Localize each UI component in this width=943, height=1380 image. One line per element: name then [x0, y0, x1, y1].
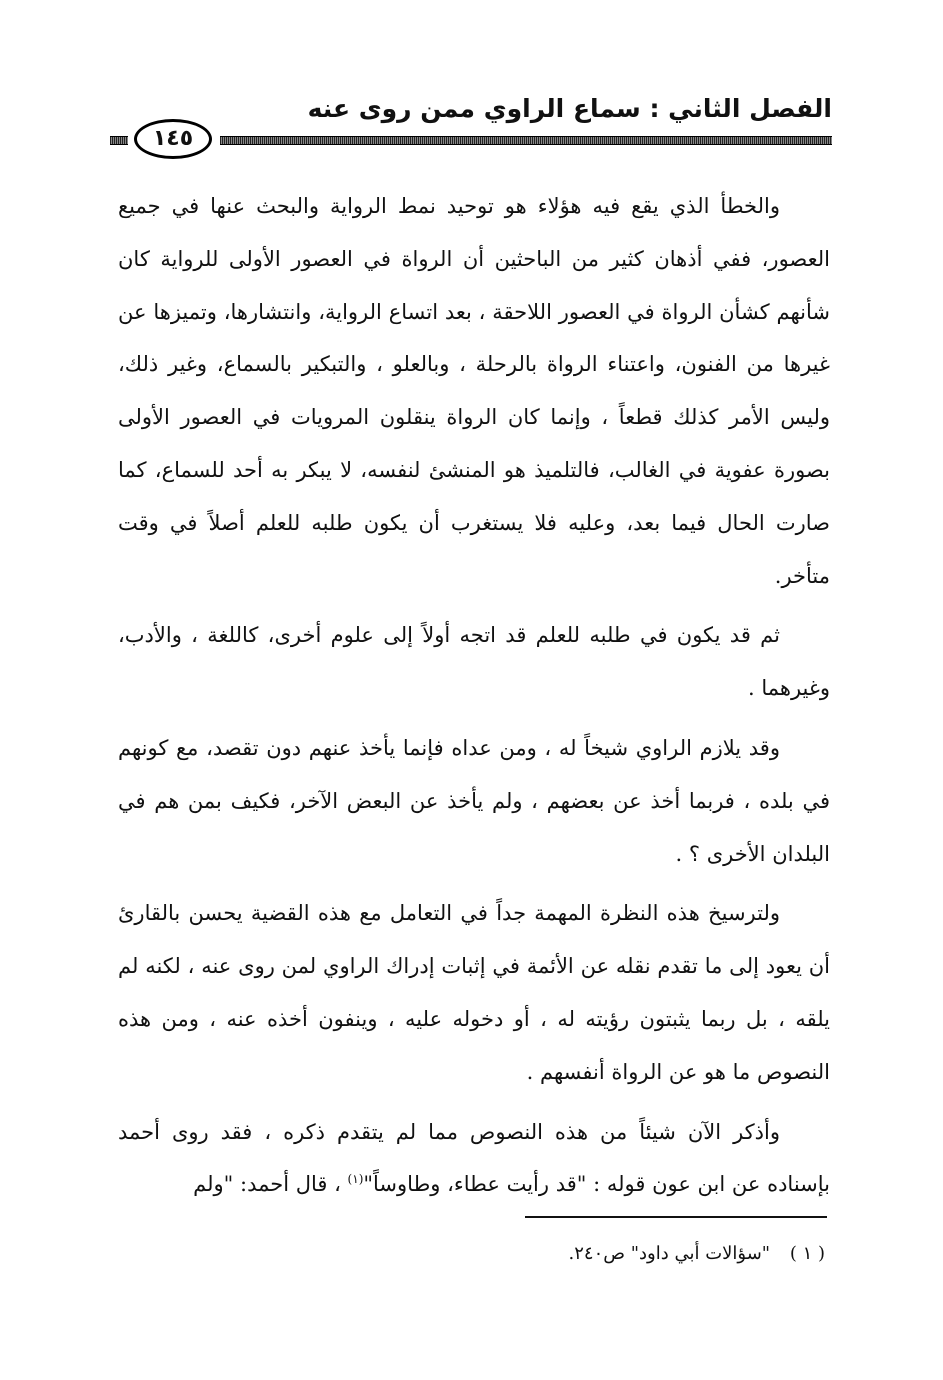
- header-rule-end: [110, 136, 128, 145]
- footnote-number: ( ١ ): [789, 1243, 825, 1264]
- paragraph-text: ، قال أحمد: "ولم: [193, 1172, 348, 1197]
- paragraph: ولترسيخ هذه النظرة المهمة جداً في التعامل مع هذه القضية يحسن بالقارئ أن يعود إلى ما تقدم نقله عن الأئمة في إثبات إدراك الراوي لمن روى عنه ، لكنه لم يلقه ، بل ربما يثبتون رؤيته له ، أو دخوله عليه ، وينفون أخذه عنه ، ومن هذه النصوص ما هو عن الرواة أنفسهم .: [118, 901, 830, 1084]
- chapter-title: الفصل الثاني : سماع الراوي ممن روى عنه: [307, 94, 832, 123]
- paragraph: وقد يلازم الراوي شيخاً له ، ومن عداه فإنما يأخذ عنهم دون تقصد، مع كونهم في بلده ، فربما أخذ عن بعضهم ، ولم يأخذ عن البعض الآخر، فكيف بمن هم في البلدان الأخرى ؟ .: [118, 735, 830, 866]
- paragraph: والخطأ الذي يقع فيه هؤلاء هو توحيد نمط الرواية والبحث عنها في جميع العصور، ففي أذهان كثير من الباحثين أن الرواة في العصور الأولى للرواية كان شأنهم كشأن الرواة في العصور اللاحقة ، بعد اتساع الرواية، وانتشارها، وتميزها عن غيرها من الفنون، واعتناء الرواة بالرحلة ، وبالعلو ، والتبكير بالسماع، وغير ذلك، وليس الأمر كذلك قطعاً ، وإنما كان الرواة ينقلون المرويات في العصور الأولى بصورة عفوية في الغالب، فالتلميذ هو المنشئ لنفسه، لا يبكر به أحد للسماع، كما صارت الحال فيما بعد، وعليه فلا يستغرب أن يكون طلبه للعلم أصلاً في وقت متأخر.: [118, 194, 830, 588]
- page-header: [110, 92, 832, 162]
- header-rule: [220, 136, 832, 145]
- footnote-separator: [525, 1216, 827, 1218]
- footnote-text: "سؤالات أبي داود" ص٢٤٠.: [568, 1243, 771, 1264]
- body-text: [118, 180, 830, 1218]
- paragraph: ثم قد يكون في طلبه للعلم قد اتجه أولاً إلى علوم أخرى، كاللغة ، والأدب، وغيرهما .: [118, 623, 830, 701]
- footnote: [113, 1238, 825, 1270]
- page-number: ١٤٥: [134, 119, 212, 159]
- footnote-reference[interactable]: (١): [347, 1172, 364, 1187]
- paragraph-text: وأذكر الآن شيئاً من هذه النصوص مما لم يتقدم ذكره ، فقد روى أحمد بإسناده عن ابن عون قوله : "قد رأيت عطاء، وطاوساً": [118, 1119, 830, 1197]
- paragraph: [118, 1106, 830, 1212]
